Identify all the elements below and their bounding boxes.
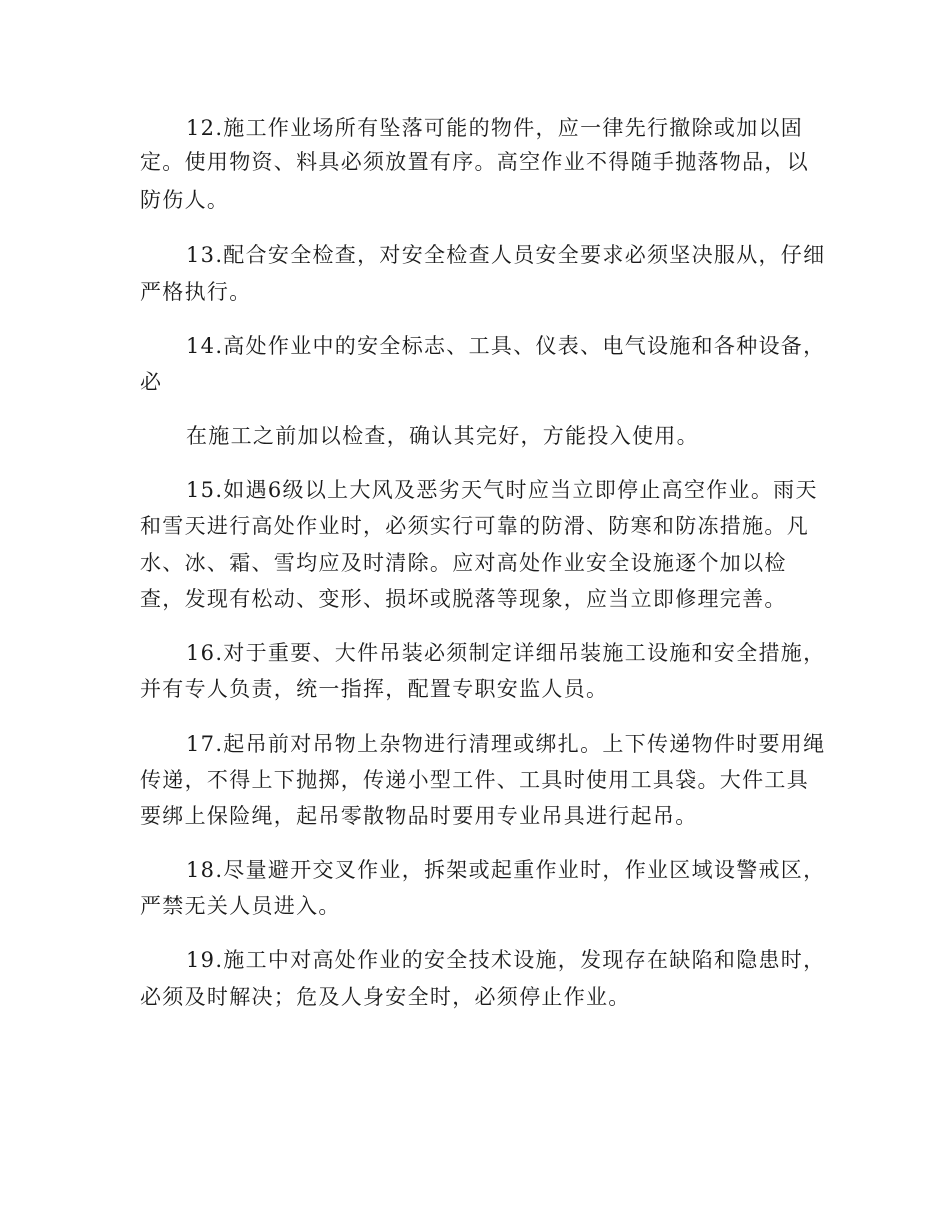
text-line: 并有专人负责，统一指挥，配置专职安监人员。 xyxy=(140,677,609,701)
text-line: 13.配合安全检查，对安全检查人员安全要求必须坚决服从，仔细 xyxy=(186,243,826,267)
text-line: 16.对于重要、大件吊装必须制定详细吊装施工设施和安全措施， xyxy=(186,641,826,665)
text-line: 在施工之前加以检查，确认其完好，方能投入使用。 xyxy=(186,424,699,448)
text-line: 12.施工作业场所有坠落可能的物件，应一律先行撤除或加以固 xyxy=(186,116,804,140)
text-line: 要绑上保险绳，起吊零散物品时要用专业吊具进行起吊。 xyxy=(140,804,698,828)
text-line: 17.起吊前对吊物上杂物进行清理或绑扎。上下传递物件时要用绳 xyxy=(186,732,826,756)
text-line: 18.尽量避开交叉作业，拆架或起重作业时，作业区域设警戒区， xyxy=(186,858,826,882)
text-line: 必 xyxy=(140,370,163,394)
text-line: 必须及时解决；危及人身安全时，必须停止作业。 xyxy=(140,985,631,1009)
text-line: 严格执行。 xyxy=(140,280,252,304)
text-line: 定。使用物资、料具必须放置有序。高空作业不得随手抛落物品，以 xyxy=(140,150,809,174)
text-line: 14.高处作业中的安全标志、工具、仪表、电气设施和各种设备， xyxy=(186,334,826,358)
text-line: 查，发现有松动、变形、损坏或脱落等现象，应当立即修理完善。 xyxy=(140,587,787,611)
text-line: 严禁无关人员进入。 xyxy=(140,894,341,918)
text-line: 15.如遇6级以上大风及恶劣天气时应当立即停止高空作业。雨天 xyxy=(186,478,818,502)
text-line: 和雪天进行高处作业时，必须实行可靠的防滑、防寒和防冻措施。凡 xyxy=(140,514,809,538)
text-line: 防伤人。 xyxy=(140,188,230,212)
text-line: 水、冰、霜、雪均应及时清除。应对高处作业安全设施逐个加以检 xyxy=(140,551,787,575)
text-line: 传递，不得上下抛掷，传递小型工件、工具时使用工具袋。大件工具 xyxy=(140,768,809,792)
text-line: 19.施工中对高处作业的安全技术设施，发现存在缺陷和隐患时， xyxy=(186,948,826,972)
